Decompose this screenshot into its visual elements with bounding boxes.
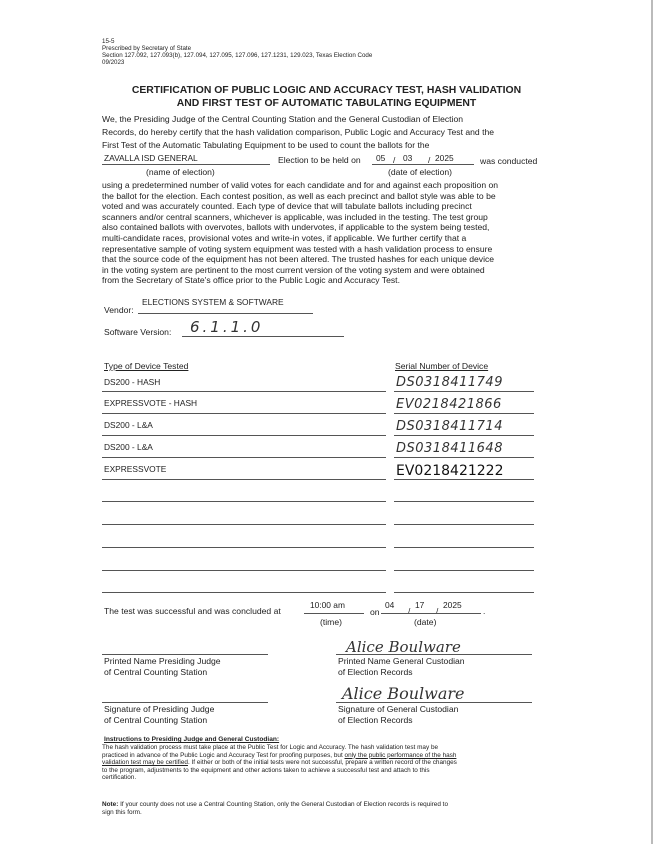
- body-line: representative sample of voting system equipment was tested with a hash validation process to ensure: [102, 243, 493, 254]
- sig-judge-line: [102, 702, 268, 703]
- device-type-1: DS200 - HASH: [104, 377, 161, 387]
- device-serial-line: [394, 479, 534, 480]
- sig-judge-caption-2: of Central Counting Station: [104, 715, 208, 725]
- conclusion-time-line: [304, 613, 364, 614]
- blank-serial-line: [394, 524, 534, 525]
- election-month: 05: [376, 153, 386, 163]
- election-year: 2025: [435, 153, 454, 163]
- body-line: the ballot for the election. Each contest position, as well as each precinct and ballot style was able to be: [102, 190, 496, 201]
- printed-custodian-caption-2: of Election Records: [338, 667, 413, 677]
- software-line: [182, 336, 344, 337]
- body-line: from the Secretary of State's office prior to the Public Logic and Accuracy Test.: [102, 275, 400, 286]
- election-name-caption: (name of election): [146, 167, 215, 177]
- device-type-line: [102, 457, 386, 458]
- time-caption: (time): [320, 617, 342, 627]
- device-type-5: EXPRESSVOTE: [104, 464, 167, 474]
- printed-judge-line: [102, 654, 268, 655]
- printed-custodian-name: Alice Boulware: [346, 638, 461, 656]
- date-caption: (date): [414, 617, 437, 627]
- blank-type-line: [102, 570, 386, 571]
- printed-judge-caption-1: Printed Name Presiding Judge: [104, 656, 221, 666]
- body-line: that the source code of the equipment has not been altered. The trusted hashes for each unique device: [102, 254, 495, 265]
- election-held-on-label: Election to be held on: [278, 155, 361, 165]
- intro-line1: We, the Presiding Judge of the Central Counting Station and the General Custodian of Election: [102, 114, 464, 124]
- device-type-header: Type of Device Tested: [104, 361, 189, 371]
- device-type-4: DS200 - L&A: [104, 442, 153, 452]
- body-line: multi-candidate races, provisional votes and write-in votes, if applicable. We further certify that a: [102, 232, 467, 243]
- note-line: sign this form.: [102, 808, 142, 816]
- instructions-underlined-fragment: only the public performance of the hash: [344, 751, 457, 759]
- printed-judge-caption-2: of Central Counting Station: [104, 667, 208, 677]
- intro-line3: First Test of the Automatic Tabulating Equipment to be used to count the ballots for the: [102, 140, 430, 150]
- conclusion-slash-2: /: [436, 606, 439, 616]
- statute-section: Section 127.092, 127.093(b), 127.094, 127.095, 127.096, 127.1231, 129.023, Texas Election Code: [102, 52, 373, 59]
- device-type-line: [102, 435, 386, 436]
- instructions-line: The hash validation process must take place at the Public Test for Logic and Accuracy. The hash validation test may be: [102, 744, 439, 751]
- note: [102, 801, 562, 816]
- printed-custodian-caption-1: Printed Name General Custodian: [338, 656, 465, 666]
- conclusion-day: 17: [415, 600, 425, 610]
- form-number: 15-5: [102, 38, 115, 45]
- device-type-line: [102, 479, 386, 480]
- device-serial-4: DS0318411648: [396, 441, 503, 456]
- body-line: using a predetermined number of valid votes for each candidate and for and against each proposition on: [102, 180, 499, 190]
- election-slash-1: /: [393, 155, 396, 165]
- conclusion-slash-1: /: [408, 606, 411, 616]
- conclusion-month: 04: [385, 600, 395, 610]
- conclusion-date-line: [381, 613, 481, 614]
- election-day: 03: [403, 153, 413, 163]
- form-title-line1: CERTIFICATION OF PUBLIC LOGIC AND ACCURACY TEST, HASH VALIDATION: [131, 85, 522, 96]
- note-text: If your county does not use a Central Counting Station, only the General Custodian of Election records is required to: [118, 801, 449, 808]
- printed-custodian-line: [336, 654, 532, 655]
- election-date-line: [372, 164, 474, 165]
- note-line: [102, 801, 562, 809]
- election-slash-2: /: [428, 155, 431, 165]
- body-line: also contained ballots with overvotes, ballots with undervotes, if applicable to the system being tested,: [102, 222, 490, 233]
- conclusion-on-label: on: [370, 607, 380, 617]
- blank-serial-line: [394, 501, 534, 502]
- blank-serial-line: [394, 570, 534, 571]
- intro-line2: Records, do hereby certify that the hash validation comparison, Public Logic and Accuracy Test and the: [102, 127, 495, 137]
- vendor-line: [138, 313, 313, 314]
- device-type-line: [102, 413, 386, 414]
- body-line: in the voting system are pertinent to the most current version of the voting system and were obtained: [102, 264, 485, 275]
- device-serial-1: DS0318411749: [396, 375, 503, 390]
- prescribed-by: Prescribed by Secretary of State: [102, 45, 192, 52]
- instructions-text: [102, 744, 562, 782]
- device-type-3: DS200 - L&A: [104, 420, 153, 430]
- election-conducted-label: was conducted: [480, 156, 538, 166]
- vendor-label: Vendor:: [104, 305, 134, 315]
- sig-judge-caption-1: Signature of Presiding Judge: [104, 704, 215, 714]
- instructions-line: [102, 759, 562, 767]
- form-date: 09/2023: [102, 59, 125, 66]
- election-name-line: [102, 164, 270, 165]
- note-label: Note:: [102, 801, 119, 808]
- device-serial-5: EV0218421222: [396, 463, 504, 479]
- blank-type-line: [102, 592, 386, 593]
- device-serial-line: [394, 413, 534, 414]
- serial-number-header: Serial Number of Device: [395, 361, 489, 371]
- custodian-signature: Alice Boulware: [342, 684, 465, 703]
- instructions-heading: Instructions to Presiding Judge and General Custodian:: [104, 736, 280, 743]
- device-serial-line: [394, 435, 534, 436]
- sig-custodian-line: [336, 702, 532, 703]
- device-serial-3: DS0318411714: [396, 419, 503, 434]
- election-date-caption: (date of election): [388, 167, 453, 177]
- instructions-line: to the program, adjustments to the equipment and other actions taken to achieve a successful test and attach to this: [102, 766, 430, 774]
- device-serial-line: [394, 457, 534, 458]
- software-label: Software Version:: [104, 327, 172, 337]
- election-name: ZAVALLA ISD GENERAL: [104, 153, 198, 163]
- blank-serial-line: [394, 592, 534, 593]
- device-type-2: EXPRESSVOTE - HASH: [104, 398, 198, 408]
- device-serial-2: EV0218421866: [396, 397, 502, 412]
- instructions-text-fragment: . If either or both of the initial tests were not successful, prepare a written record of the changes: [187, 759, 457, 767]
- software-value: 6.1.1.0: [190, 318, 264, 336]
- form-title-line2: AND FIRST TEST OF AUTOMATIC TABULATING EQUIPMENT: [176, 98, 477, 109]
- sig-custodian-caption-2: of Election Records: [338, 715, 413, 725]
- device-serial-line: [394, 391, 534, 392]
- conclusion-period: .: [483, 606, 486, 616]
- vendor-value: ELECTIONS SYSTEM & SOFTWARE: [142, 297, 284, 307]
- conclusion-label: The test was successful and was concluded at: [104, 606, 281, 616]
- instructions-line: certification.: [102, 774, 137, 782]
- conclusion-time: 10:00 am: [310, 600, 345, 610]
- blank-serial-line: [394, 547, 534, 548]
- body-line: voted and was accurately counted. Each type of device that will tabulate ballots including precinct: [102, 201, 472, 212]
- instructions-underlined-fragment: validation test may be certified: [102, 759, 188, 767]
- sig-custodian-caption-1: Signature of General Custodian: [338, 704, 459, 714]
- blank-type-line: [102, 547, 386, 548]
- conclusion-year: 2025: [443, 600, 462, 610]
- instructions-line: [102, 752, 562, 760]
- blank-type-line: [102, 524, 386, 525]
- body-line: scanners and/or central scanners, whichever is applicable, was included in the testing. The test group: [102, 211, 488, 222]
- device-type-line: [102, 391, 386, 392]
- certification-body: [102, 180, 552, 286]
- instructions-text-fragment: practiced in advance of the Public Logic and Accuracy Test for proofing purposes, but: [102, 751, 345, 759]
- blank-type-line: [102, 501, 386, 502]
